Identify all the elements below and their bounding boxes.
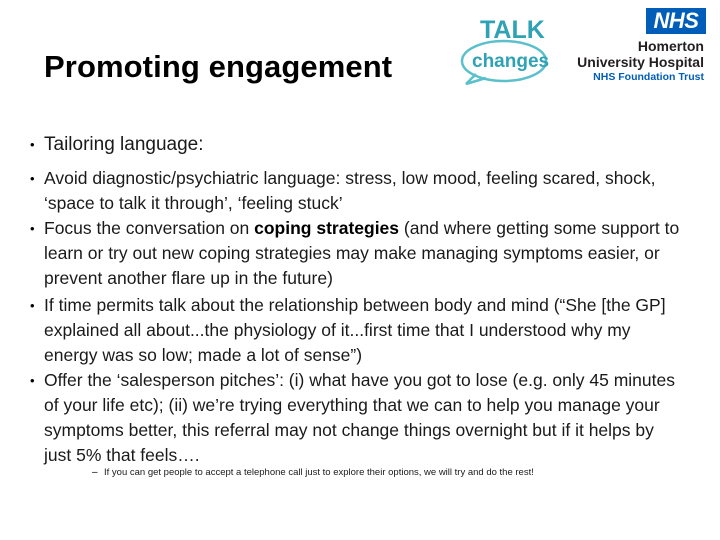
dash-icon: –	[92, 467, 98, 478]
bullet-text: If time permits talk about the relationship between body and mind (“She [the GP] explained all about...the physiology of it...first time that I understood why my energy was so low; made a lot of sense”)	[44, 295, 666, 365]
talk-changes-logo	[458, 10, 558, 88]
nhs-badge: NHS	[646, 8, 706, 34]
bullet-text-emphasis: coping strategies	[254, 218, 400, 238]
bullet-text: Offer the ‘salesperson pitches’: (i) what have you got to lose (e.g. only 45 minutes of your life etc); (ii) we’re trying everything that we can to help you manage your symptoms better, this referral may not change things overnight but if it helps by just 5% that feels….	[44, 370, 675, 465]
bullet-icon: •	[30, 373, 35, 388]
bullet-icon: •	[30, 221, 35, 236]
page-title: Promoting engagement	[44, 49, 393, 84]
trust-name-line3: NHS Foundation Trust	[593, 71, 704, 83]
trust-name-line2: University Hospital	[577, 54, 704, 70]
speech-bubble-tail	[466, 74, 486, 84]
bullet-text-post: (and where getting some support to learn or try out new coping strategies may make managing symptoms easier, or prevent another flare up in the future)	[44, 218, 680, 288]
bullet-icon: •	[30, 171, 35, 186]
bullet-text: Avoid diagnostic/psychiatric language: stress, low mood, feeling scared, shock, ‘space to talk it through’, ‘feeling stuck’	[44, 168, 656, 213]
talk-logo-word-bottom: changes	[472, 51, 550, 72]
sub-item-text: If you can get people to accept a telephone call just to explore their options, we will try and do the rest!	[104, 467, 534, 478]
bullet-text	[44, 216, 684, 291]
talk-logo-word-top: TALK	[480, 16, 545, 44]
nhs-trust-logo	[546, 8, 706, 83]
bullet-icon: •	[30, 137, 35, 152]
talk-changes-logo-graphic	[458, 10, 558, 88]
bullet-heading: Tailoring language:	[44, 134, 204, 155]
bullet-text-pre: Focus the conversation on	[44, 218, 255, 238]
trust-name-line1: Homerton	[637, 38, 704, 54]
bullet-icon: •	[30, 298, 35, 313]
